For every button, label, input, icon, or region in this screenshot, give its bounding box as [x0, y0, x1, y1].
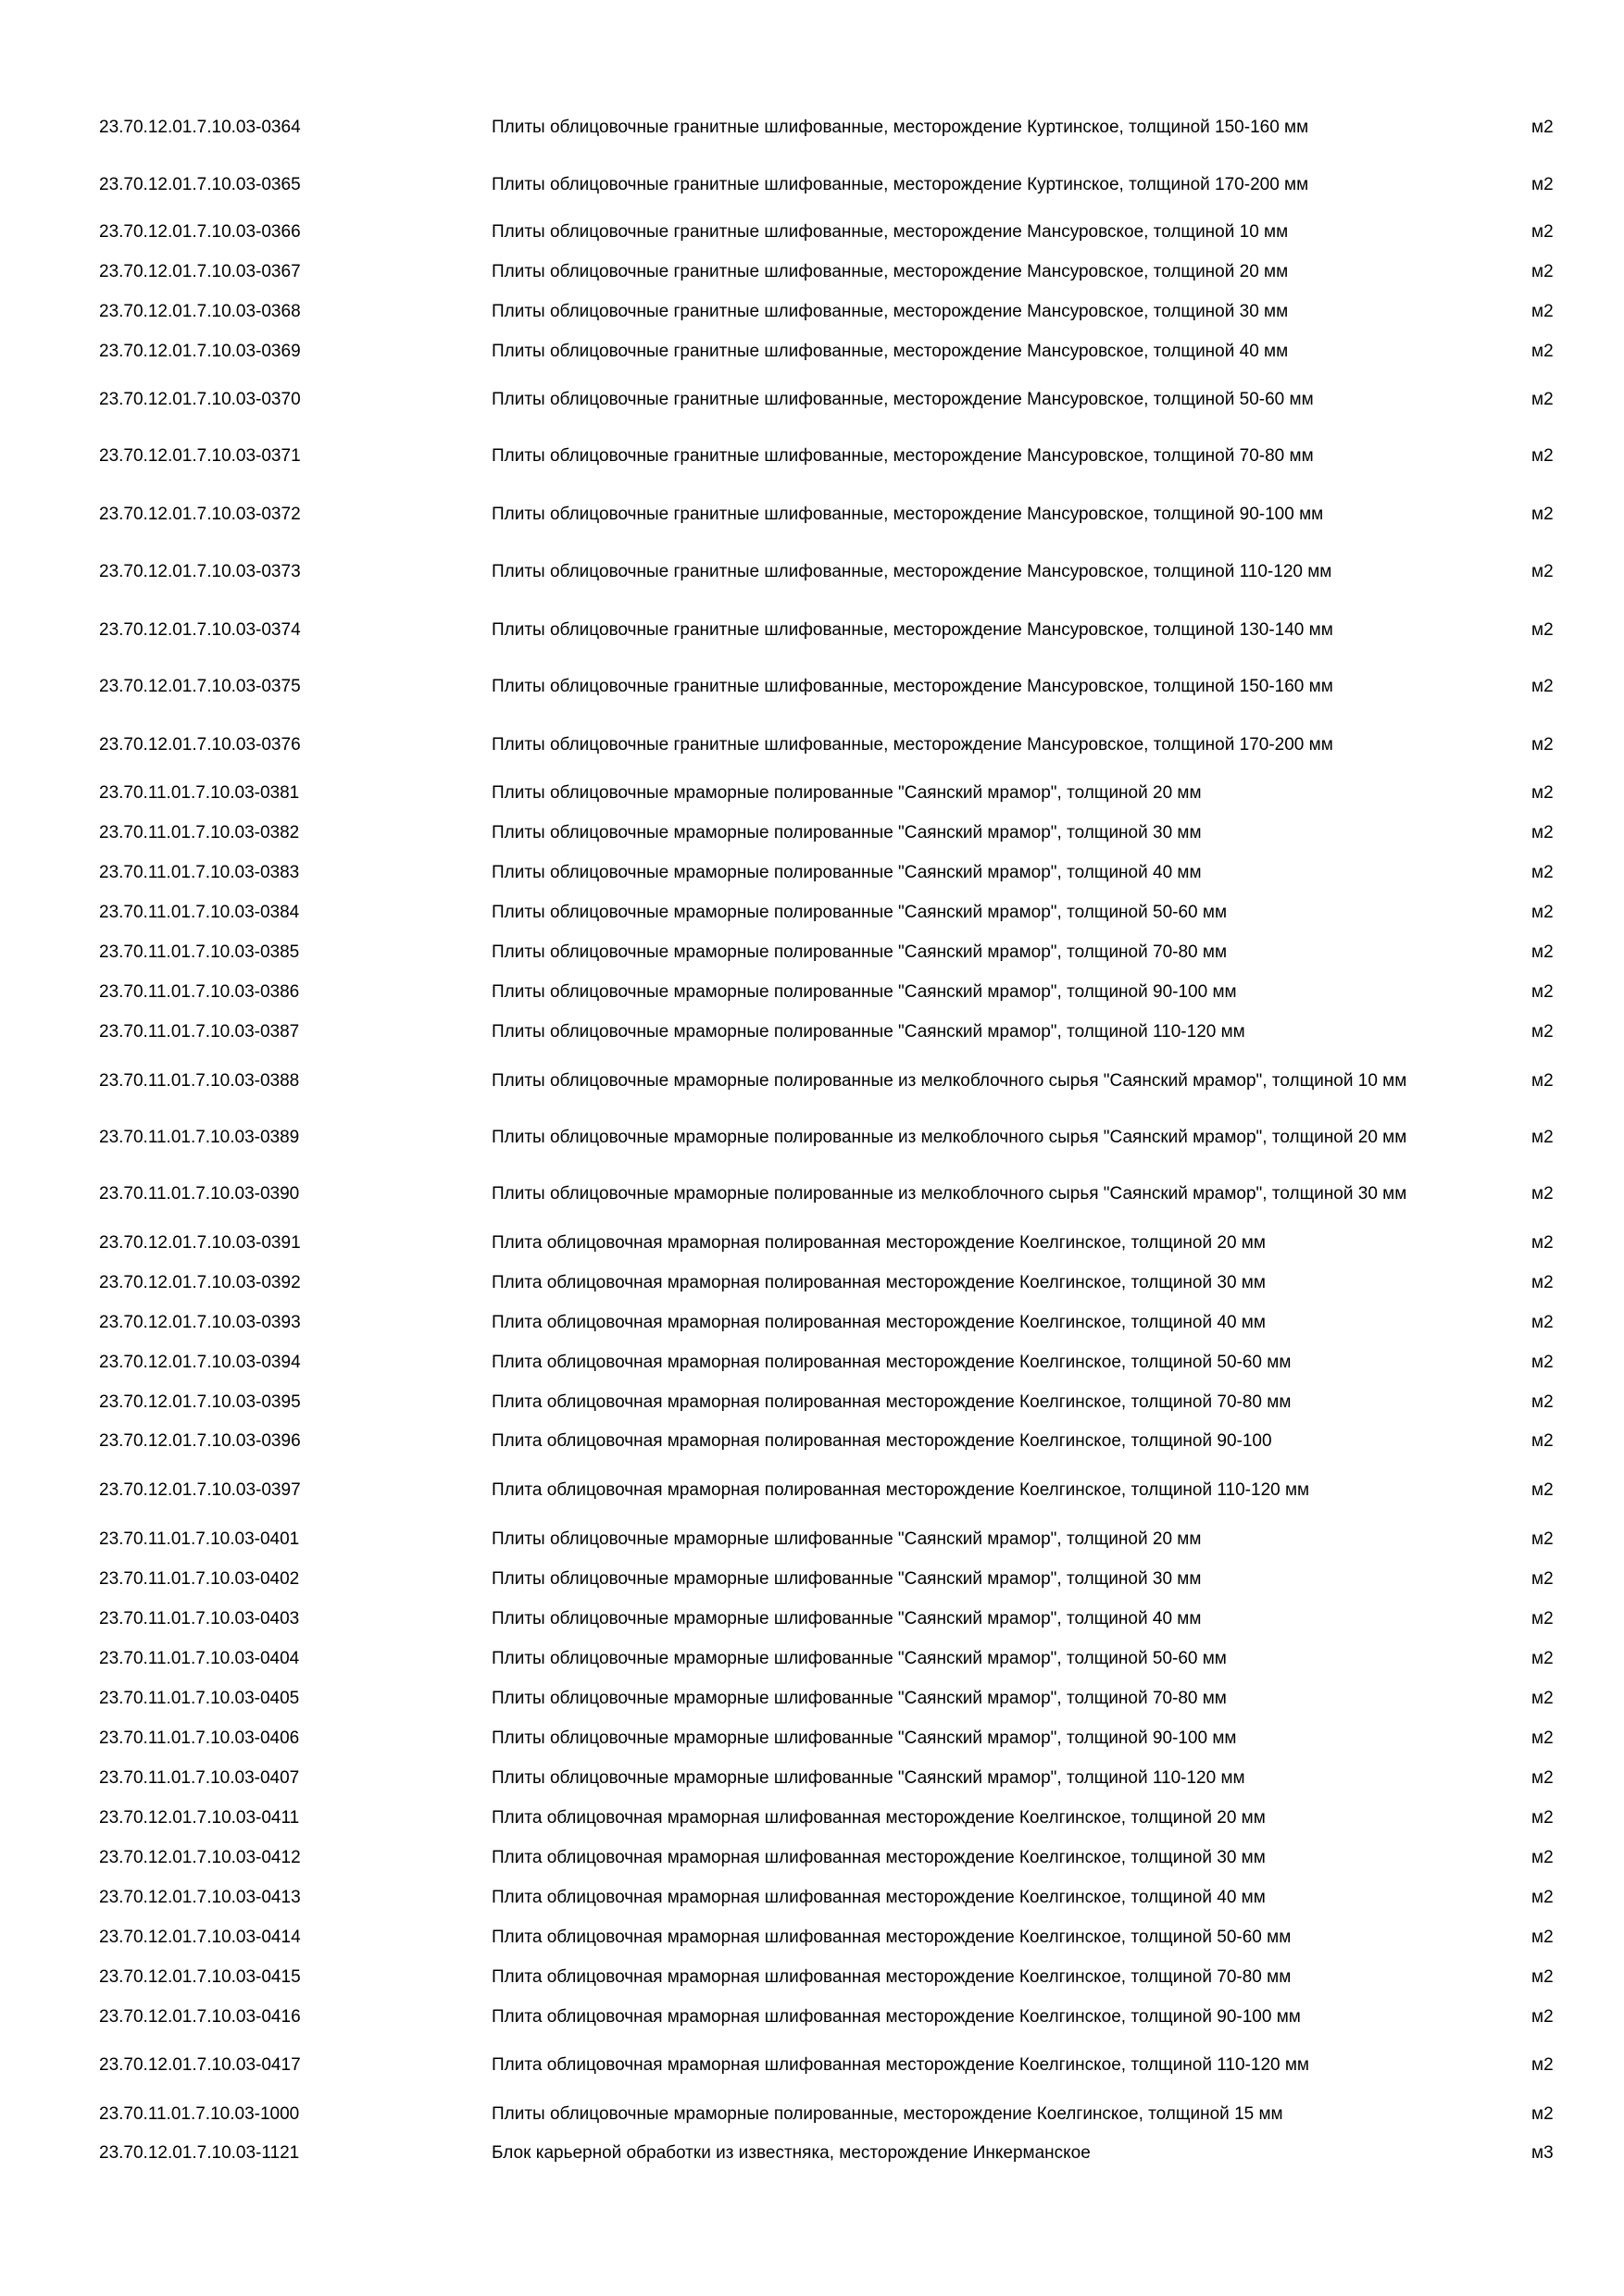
- row-description: Плита облицовочная мраморная шлифованная месторождение Коелгинское, толщиной 40 мм: [492, 1888, 1266, 1907]
- row-code: 23.70.12.01.7.10.03-0371: [99, 446, 301, 466]
- table-row: [0, 213, 1624, 252]
- row-description: Плиты облицовочные мраморные шлифованные "Саянский мрамор", толщиной 70-80 мм: [492, 1689, 1227, 1708]
- table-row: [0, 1759, 1624, 1798]
- row-code: 23.70.12.01.7.10.03-0364: [99, 118, 301, 137]
- row-code: 23.70.12.01.7.10.03-0413: [99, 1888, 301, 1907]
- row-description: Плита облицовочная мраморная шлифованная месторождение Коелгинское, толщиной 50-60 мм: [492, 1928, 1292, 1947]
- row-description: Плита облицовочная мраморная полированная месторождение Коелгинское, толщиной 90-100: [492, 1431, 1272, 1451]
- row-unit: м2: [1531, 783, 1554, 803]
- row-code: 23.70.12.01.7.10.03-0391: [99, 1233, 301, 1253]
- table-row: [0, 1383, 1624, 1422]
- row-code: 23.70.12.01.7.10.03-0370: [99, 390, 301, 409]
- table-row: [0, 1918, 1624, 1957]
- row-description: Плита облицовочная мраморная полированная месторождение Коелгинское, толщиной 50-60 мм: [492, 1353, 1292, 1372]
- table-row: [0, 1175, 1624, 1214]
- row-code: 23.70.12.01.7.10.03-0397: [99, 1480, 301, 1500]
- row-unit: м2: [1531, 942, 1554, 962]
- table-row: [0, 1600, 1624, 1639]
- row-code: 23.70.11.01.7.10.03-0407: [99, 1768, 300, 1788]
- row-description: Плиты облицовочные мраморные шлифованные "Саянский мрамор", толщиной 50-60 мм: [492, 1649, 1227, 1668]
- row-code: 23.70.12.01.7.10.03-0373: [99, 562, 301, 581]
- row-unit: м2: [1531, 1529, 1554, 1549]
- row-code: 23.70.12.01.7.10.03-0414: [99, 1928, 301, 1947]
- row-description: Плита облицовочная мраморная полированная месторождение Коелгинское, толщиной 30 мм: [492, 1273, 1266, 1292]
- row-description: Плита облицовочная мраморная полированная месторождение Коелгинское, толщиной 20 мм: [492, 1233, 1266, 1253]
- table-row: [0, 1719, 1624, 1758]
- row-unit: м2: [1531, 1184, 1554, 1204]
- row-description: Плиты облицовочные гранитные шлифованные, месторождение Мансуровское, толщиной 50-60 мм: [492, 390, 1314, 409]
- row-code: 23.70.11.01.7.10.03-0387: [99, 1022, 300, 1042]
- row-description: Плиты облицовочные гранитные шлифованные, месторождение Мансуровское, толщиной 20 мм: [492, 262, 1289, 281]
- row-description: Плиты облицовочные мраморные полированные из мелкоблочного сырья "Саянский мрамор", толщиной 10 мм: [492, 1071, 1407, 1091]
- row-unit: м2: [1531, 863, 1554, 882]
- row-unit: м2: [1531, 302, 1554, 321]
- row-code: 23.70.12.01.7.10.03-0394: [99, 1353, 301, 1372]
- row-code: 23.70.12.01.7.10.03-0396: [99, 1431, 301, 1451]
- table-row: [0, 1998, 1624, 2037]
- row-unit: м2: [1531, 677, 1554, 696]
- row-unit: м2: [1531, 2007, 1554, 2027]
- row-code: 23.70.12.01.7.10.03-0392: [99, 1273, 301, 1292]
- table-row: [0, 1062, 1624, 1101]
- row-description: Плита облицовочная мраморная полированная месторождение Коелгинское, толщиной 40 мм: [492, 1313, 1266, 1332]
- row-code: 23.70.11.01.7.10.03-0388: [99, 1071, 300, 1091]
- row-code: 23.70.11.01.7.10.03-0406: [99, 1728, 300, 1748]
- row-unit: м2: [1531, 1649, 1554, 1668]
- row-description: Плита облицовочная мраморная полированная месторождение Коелгинское, толщиной 110-120 мм: [492, 1480, 1310, 1500]
- table-row: [0, 381, 1624, 419]
- row-description: Плиты облицовочные мраморные полированные "Саянский мрамор", толщиной 50-60 мм: [492, 903, 1228, 922]
- row-unit: м2: [1531, 1689, 1554, 1708]
- table-row: [0, 1799, 1624, 1838]
- row-description: Плиты облицовочные мраморные шлифованные "Саянский мрамор", толщиной 90-100 мм: [492, 1728, 1237, 1748]
- row-unit: м2: [1531, 903, 1554, 922]
- row-code: 23.70.12.01.7.10.03-0411: [99, 1808, 300, 1828]
- row-description: Плита облицовочная мраморная шлифованная месторождение Коелгинское, толщиной 90-100 мм: [492, 2007, 1301, 2027]
- row-unit: м2: [1531, 1768, 1554, 1788]
- row-code: 23.70.11.01.7.10.03-0385: [99, 942, 300, 962]
- table-row: [0, 437, 1624, 476]
- table-row: [0, 1224, 1624, 1263]
- table-row: [0, 293, 1624, 331]
- row-code: 23.70.12.01.7.10.03-0415: [99, 1967, 301, 1987]
- table-row: [0, 2095, 1624, 2134]
- row-description: Плиты облицовочные мраморные шлифованные "Саянский мрамор", толщиной 20 мм: [492, 1529, 1202, 1549]
- row-unit: м2: [1531, 1888, 1554, 1907]
- table-row: [0, 166, 1624, 205]
- table-row: [0, 854, 1624, 892]
- row-unit: м2: [1531, 735, 1554, 755]
- row-description: Плиты облицовочные гранитные шлифованные, месторождение Мансуровское, толщиной 10 мм: [492, 222, 1289, 242]
- row-unit: м2: [1531, 1808, 1554, 1828]
- table-row: [0, 1422, 1624, 1461]
- row-code: 23.70.12.01.7.10.03-0375: [99, 677, 301, 696]
- table-row: [0, 973, 1624, 1012]
- row-code: 23.70.11.01.7.10.03-0404: [99, 1649, 300, 1668]
- row-code: 23.70.11.01.7.10.03-0405: [99, 1689, 300, 1708]
- row-code: 23.70.12.01.7.10.03-0416: [99, 2007, 301, 2027]
- table-row: [0, 1520, 1624, 1559]
- row-description: Плиты облицовочные гранитные шлифованные, месторождение Мансуровское, толщиной 30 мм: [492, 302, 1289, 321]
- row-unit: м2: [1531, 1928, 1554, 1947]
- row-code: 23.70.11.01.7.10.03-0402: [99, 1569, 300, 1589]
- row-unit: м2: [1531, 1313, 1554, 1332]
- row-code: 23.70.12.01.7.10.03-0368: [99, 302, 301, 321]
- table-row: [0, 1013, 1624, 1052]
- row-unit: м2: [1531, 1273, 1554, 1292]
- table-row: [0, 1958, 1624, 1997]
- row-description: Плиты облицовочные мраморные полированные "Саянский мрамор", толщиной 70-80 мм: [492, 942, 1228, 962]
- table-row: [0, 1878, 1624, 1917]
- row-code: 23.70.11.01.7.10.03-0386: [99, 982, 300, 1002]
- row-code: 23.70.11.01.7.10.03-0382: [99, 823, 300, 842]
- row-unit: м2: [1531, 1480, 1554, 1500]
- table-row: [0, 774, 1624, 813]
- row-code: 23.70.11.01.7.10.03-0390: [99, 1184, 300, 1204]
- row-unit: м2: [1531, 2104, 1554, 2124]
- row-description: Плиты облицовочные гранитные шлифованные, месторождение Мансуровское, толщиной 150-160 мм: [492, 677, 1333, 696]
- table-row: [0, 2134, 1624, 2173]
- row-description: Плиты облицовочные гранитные шлифованные, месторождение Мансуровское, толщиной 130-140 мм: [492, 620, 1333, 640]
- row-unit: м2: [1531, 1022, 1554, 1042]
- table-row: [0, 726, 1624, 765]
- table-row: [0, 611, 1624, 650]
- table-row: [0, 495, 1624, 534]
- row-unit: м2: [1531, 1848, 1554, 1867]
- row-description: Блок карьерной обработки из известняка, месторождение Инкерманское: [492, 2143, 1091, 2163]
- row-code: 23.70.12.01.7.10.03-1121: [99, 2143, 300, 2163]
- table-row: [0, 253, 1624, 292]
- row-unit: м2: [1531, 262, 1554, 281]
- row-description: Плиты облицовочные мраморные полированные из мелкоблочного сырья "Саянский мрамор", толщиной 30 мм: [492, 1184, 1407, 1204]
- table-row: [0, 1640, 1624, 1678]
- row-description: Плиты облицовочные мраморные полированные из мелкоблочного сырья "Саянский мрамор", толщиной 20 мм: [492, 1128, 1407, 1147]
- row-description: Плиты облицовочные мраморные полированные "Саянский мрамор", толщиной 30 мм: [492, 823, 1202, 842]
- row-code: 23.70.11.01.7.10.03-0381: [99, 783, 300, 803]
- row-unit: м2: [1531, 1609, 1554, 1628]
- row-code: 23.70.12.01.7.10.03-0417: [99, 2055, 301, 2075]
- row-unit: м2: [1531, 505, 1554, 524]
- row-code: 23.70.11.01.7.10.03-0384: [99, 903, 300, 922]
- row-description: Плита облицовочная мраморная полированная месторождение Коелгинское, толщиной 70-80 мм: [492, 1392, 1292, 1412]
- row-description: Плиты облицовочные гранитные шлифованные, месторождение Куртинское, толщиной 170-200 мм: [492, 175, 1309, 194]
- table-row: [0, 1343, 1624, 1382]
- row-unit: м2: [1531, 1128, 1554, 1147]
- row-description: Плита облицовочная мраморная шлифованная месторождение Коелгинское, толщиной 70-80 мм: [492, 1967, 1292, 1987]
- row-description: Плиты облицовочные мраморные полированные "Саянский мрамор", толщиной 20 мм: [492, 783, 1202, 803]
- row-code: 23.70.12.01.7.10.03-0372: [99, 505, 301, 524]
- row-code: 23.70.12.01.7.10.03-0365: [99, 175, 301, 194]
- row-unit: м2: [1531, 118, 1554, 137]
- table-row: [0, 668, 1624, 706]
- row-unit: м2: [1531, 1431, 1554, 1451]
- row-description: Плита облицовочная мраморная шлифованная месторождение Коелгинское, толщиной 30 мм: [492, 1848, 1266, 1867]
- row-description: Плиты облицовочные мраморные полированные "Саянский мрамор", толщиной 90-100 мм: [492, 982, 1237, 1002]
- table-row: [0, 1304, 1624, 1342]
- row-description: Плиты облицовочные гранитные шлифованные, месторождение Мансуровское, толщиной 70-80 мм: [492, 446, 1314, 466]
- row-description: Плита облицовочная мраморная шлифованная месторождение Коелгинское, толщиной 110-120 мм: [492, 2055, 1309, 2075]
- row-unit: м2: [1531, 1967, 1554, 1987]
- table-row: [0, 553, 1624, 592]
- row-code: 23.70.11.01.7.10.03-0403: [99, 1609, 300, 1628]
- row-code: 23.70.12.01.7.10.03-0393: [99, 1313, 301, 1332]
- row-description: Плиты облицовочные мраморные полированные, месторождение Коелгинское, толщиной 15 мм: [492, 2104, 1283, 2124]
- row-code: 23.70.12.01.7.10.03-0376: [99, 735, 301, 755]
- row-description: Плиты облицовочные мраморные полированные "Саянский мрамор", толщиной 110-120 мм: [492, 1022, 1245, 1042]
- row-unit: м2: [1531, 1728, 1554, 1748]
- row-description: Плиты облицовочные мраморные шлифованные "Саянский мрамор", толщиной 110-120 мм: [492, 1768, 1245, 1788]
- row-description: Плиты облицовочные гранитные шлифованные, месторождение Куртинское, толщиной 150-160 мм: [492, 118, 1309, 137]
- row-unit: м2: [1531, 1392, 1554, 1412]
- table-row: [0, 1679, 1624, 1718]
- row-code: 23.70.12.01.7.10.03-0395: [99, 1392, 301, 1412]
- row-unit: м2: [1531, 823, 1554, 842]
- row-unit: м2: [1531, 1233, 1554, 1253]
- row-unit: м2: [1531, 2055, 1554, 2075]
- row-code: 23.70.12.01.7.10.03-0367: [99, 262, 301, 281]
- row-description: Плиты облицовочные гранитные шлифованные, месторождение Мансуровское, толщиной 110-120 мм: [492, 562, 1332, 581]
- table-row: [0, 1471, 1624, 1510]
- table-row: [0, 814, 1624, 853]
- row-description: Плиты облицовочные гранитные шлифованные, месторождение Мансуровское, толщиной 170-200 мм: [492, 735, 1333, 755]
- row-description: Плиты облицовочные мраморные шлифованные "Саянский мрамор", толщиной 40 мм: [492, 1609, 1202, 1628]
- table-row: [0, 1118, 1624, 1157]
- row-code: 23.70.11.01.7.10.03-0389: [99, 1128, 300, 1147]
- row-code: 23.70.11.01.7.10.03-0383: [99, 863, 300, 882]
- table-row: [0, 933, 1624, 972]
- table-row: [0, 1560, 1624, 1599]
- row-unit: м2: [1531, 446, 1554, 466]
- table-row: [0, 108, 1624, 147]
- row-code: 23.70.11.01.7.10.03-1000: [99, 2104, 300, 2124]
- row-unit: м2: [1531, 620, 1554, 640]
- row-description: Плиты облицовочные мраморные полированные "Саянский мрамор", толщиной 40 мм: [492, 863, 1202, 882]
- row-description: Плиты облицовочные гранитные шлифованные, месторождение Мансуровское, толщиной 90-100 мм: [492, 505, 1324, 524]
- table-row: [0, 2046, 1624, 2085]
- row-description: Плита облицовочная мраморная шлифованная месторождение Коелгинское, толщиной 20 мм: [492, 1808, 1266, 1828]
- row-code: 23.70.12.01.7.10.03-0369: [99, 342, 301, 361]
- row-unit: м2: [1531, 342, 1554, 361]
- row-code: 23.70.11.01.7.10.03-0401: [99, 1529, 300, 1549]
- row-unit: м2: [1531, 1071, 1554, 1091]
- row-unit: м2: [1531, 390, 1554, 409]
- row-unit: м2: [1531, 175, 1554, 194]
- row-unit: м2: [1531, 1353, 1554, 1372]
- row-code: 23.70.12.01.7.10.03-0412: [99, 1848, 301, 1867]
- row-unit: м2: [1531, 1569, 1554, 1589]
- row-description: Плиты облицовочные гранитные шлифованные, месторождение Мансуровское, толщиной 40 мм: [492, 342, 1289, 361]
- table-row: [0, 1839, 1624, 1878]
- table-row: [0, 332, 1624, 371]
- row-unit: м2: [1531, 222, 1554, 242]
- row-unit: м3: [1531, 2143, 1554, 2163]
- row-unit: м2: [1531, 562, 1554, 581]
- row-code: 23.70.12.01.7.10.03-0374: [99, 620, 301, 640]
- row-code: 23.70.12.01.7.10.03-0366: [99, 222, 301, 242]
- table-row: [0, 1264, 1624, 1303]
- row-unit: м2: [1531, 982, 1554, 1002]
- table-row: [0, 893, 1624, 932]
- row-description: Плиты облицовочные мраморные шлифованные "Саянский мрамор", толщиной 30 мм: [492, 1569, 1202, 1589]
